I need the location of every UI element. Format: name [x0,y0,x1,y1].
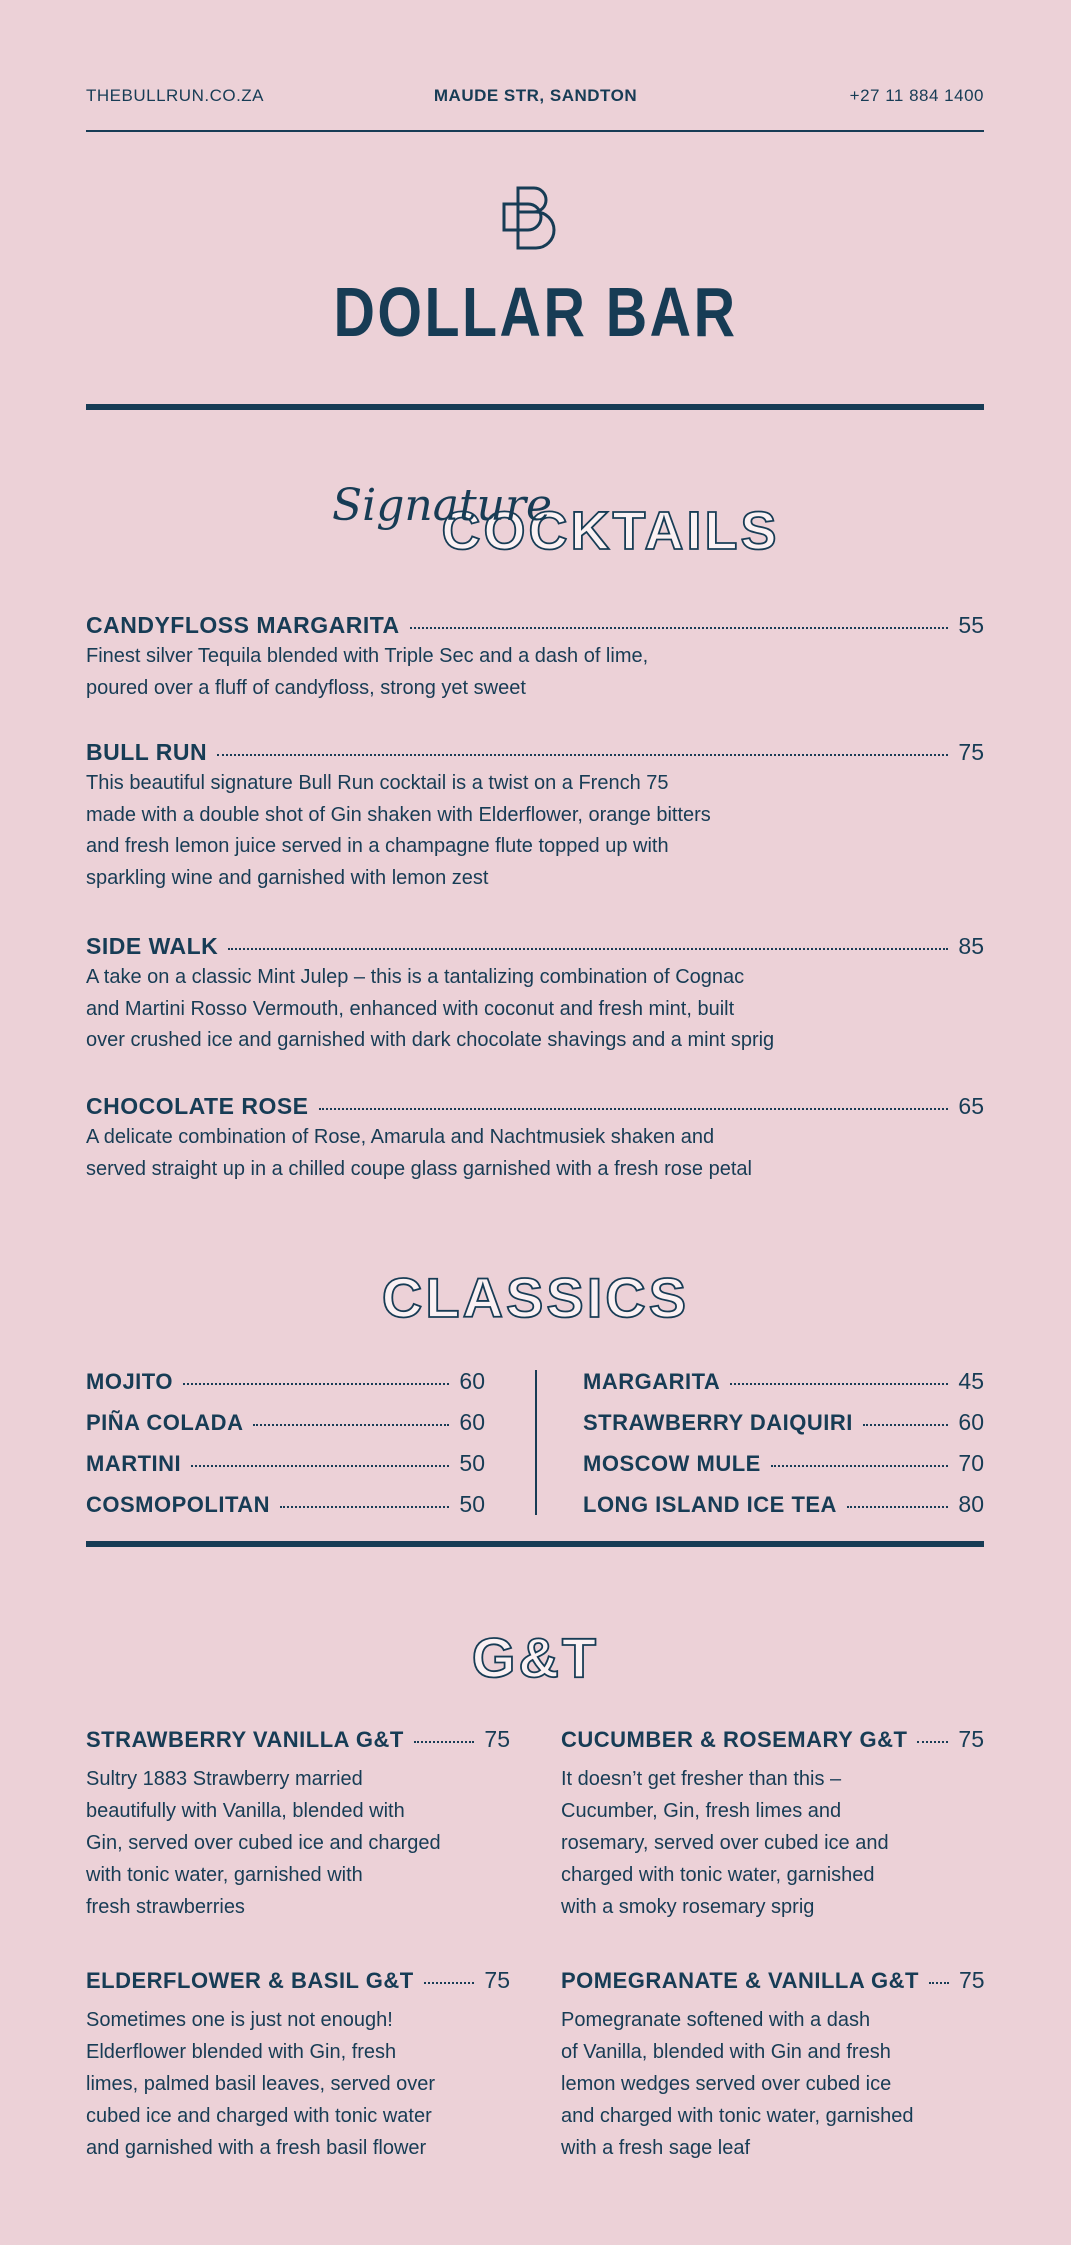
description-line: fresh strawberries [86,1896,245,1918]
description-line: and fresh lemon juice served in a champagne flute topped up with [86,835,669,857]
item-name: SIDE WALK [86,933,219,959]
item-name: COSMOPOLITAN [86,1492,271,1517]
item-price: 75 [958,739,984,765]
section-heading-cocktails: COCKTAILS [441,501,780,561]
dot-leader [929,1982,949,1984]
description-line: with a fresh sage leaf [561,2137,750,2159]
item-price: 50 [459,1450,485,1476]
description-line: made with a double shot of Gin shaken with Elderflower, orange bitters [86,803,711,826]
item-price: 55 [958,612,984,638]
description-line: with tonic water, garnished with [86,1864,363,1886]
item-description [86,2004,510,2164]
item-description [561,2004,984,2164]
menu-item [583,1368,984,1395]
item-name: BULL RUN [86,739,208,765]
description-line: Pomegranate softened with a dash [561,2009,871,2031]
section-heading-gt: G&T [471,1626,600,1689]
description-line: Sometimes one is just not enough! [86,2009,393,2031]
item-price: 80 [958,1491,984,1517]
item-description [86,1122,984,1185]
menu-item [583,1491,984,1518]
item-price: 75 [958,1726,984,1752]
header-divider [86,130,984,132]
dot-leader [414,1741,475,1743]
description-line: A delicate combination of Rose, Amarula and Nachtmusiek shaken and [86,1126,715,1148]
description-line: served straight up in a chilled coupe glass garnished with a fresh rose petal [86,1157,752,1180]
dot-leader [183,1383,449,1385]
item-name: CUCUMBER & ROSEMARY G&T [561,1727,908,1752]
item-description [561,1763,984,1923]
description-line: Elderflower blended with Gin, fresh [86,2041,397,2063]
dot-leader [280,1506,449,1508]
item-price: 75 [484,1726,510,1752]
section-heading-classics: CLASSICS [381,1266,690,1329]
description-line: over crushed ice and garnished with dark chocolate shavings and a mint sprig [86,1029,775,1051]
description-line: charged with tonic water, garnished [561,1864,875,1886]
dot-leader [847,1506,948,1508]
item-name: MOJITO [86,1369,173,1394]
address: MAUDE STR, SANDTON [433,86,638,105]
item-price: 60 [958,1409,984,1435]
menu-item [86,1450,485,1477]
menu-item [86,1093,984,1185]
item-name: ELDERFLOWER & BASIL G&T [86,1968,414,1993]
dot-leader [771,1465,949,1467]
item-price: 50 [459,1491,485,1517]
item-name: CHOCOLATE ROSE [86,1093,309,1119]
menu-item [86,1491,485,1518]
db-monogram-logo [500,185,566,251]
item-price: 85 [958,933,984,959]
menu-item [86,1726,510,1923]
menu-item [86,612,984,704]
classics-divider [86,1541,984,1547]
item-name: STRAWBERRY DAIQUIRI [583,1410,853,1435]
description-line: Cucumber, Gin, fresh limes and [561,1800,842,1822]
item-name: MARTINI [86,1451,182,1476]
menu-item [86,1409,485,1436]
description-line: This beautiful signature Bull Run cocktail is a twist on a French 75 [86,772,669,794]
description-line: and Martini Rosso Vermouth, enhanced with coconut and fresh mint, built [86,997,735,1020]
dot-leader [917,1741,948,1743]
item-price: 75 [484,1967,510,1993]
title-divider [86,404,984,410]
description-line: Gin, served over cubed ice and charged [86,1832,441,1854]
phone-number[interactable]: +27 11 884 1400 [849,86,984,105]
description-line: A take on a classic Mint Julep – this is a tantalizing combination of Cognac [86,966,745,988]
item-price: 45 [958,1368,984,1394]
menu-item [86,933,984,1057]
dot-leader [424,1982,475,1984]
item-name: MOSCOW MULE [583,1451,761,1476]
menu-item [583,1450,984,1477]
description-line: cubed ice and charged with tonic water [86,2105,432,2127]
item-price: 65 [958,1093,984,1119]
item-name: POMEGRANATE & VANILLA G&T [561,1968,919,1993]
item-name: STRAWBERRY VANILLA G&T [86,1727,404,1752]
item-description [86,962,984,1057]
dot-leader [253,1424,449,1426]
page-title: DOLLAR BAR [333,273,738,351]
description-line: rosemary, served over cubed ice and [561,1832,889,1854]
description-line: lemon wedges served over cubed ice [561,2073,892,2095]
dot-leader [191,1465,449,1467]
menu-item [86,1368,485,1395]
description-line: It doesn’t get fresher than this – [561,1768,842,1790]
item-price: 75 [958,1967,985,1993]
menu-item [561,1967,984,2164]
description-line: Finest silver Tequila blended with Triple Sec and a dash of lime, [86,645,649,667]
item-name: PIÑA COLADA [86,1410,244,1435]
description-line: and garnished with a fresh basil flower [86,2137,427,2159]
description-line: with a smoky rosemary sprig [561,1896,815,1918]
item-description [86,1763,510,1923]
website-link[interactable]: THEBULLRUN.CO.ZA [86,86,265,105]
menu-item [86,739,984,894]
item-name: CANDYFLOSS MARGARITA [86,612,400,638]
description-line: poured over a fluff of candyfloss, strong yet sweet [86,676,526,699]
item-description [86,768,984,894]
menu-item [86,1967,510,2164]
item-description [86,641,984,704]
menu-item [583,1409,984,1436]
item-price: 60 [459,1368,485,1394]
item-price: 60 [459,1409,485,1435]
description-line: beautifully with Vanilla, blended with [86,1800,405,1822]
dot-leader [863,1424,949,1426]
dot-leader [228,948,948,950]
item-name: MARGARITA [583,1369,721,1394]
column-divider [535,1370,537,1515]
description-line: Sultry 1883 Strawberry married [86,1768,363,1790]
section-script-signature: Signature [332,480,553,531]
description-line: sparkling wine and garnished with lemon zest [86,866,489,889]
dot-leader [730,1383,948,1385]
dot-leader [319,1108,949,1110]
description-line: of Vanilla, blended with Gin and fresh [561,2041,891,2063]
menu-item [561,1726,984,1923]
description-line: limes, palmed basil leaves, served over [86,2073,436,2095]
item-name: LONG ISLAND ICE TEA [583,1492,837,1517]
item-price: 70 [958,1450,984,1476]
description-line: and charged with tonic water, garnished [561,2105,914,2127]
dot-leader [410,627,949,629]
dot-leader [217,754,948,756]
